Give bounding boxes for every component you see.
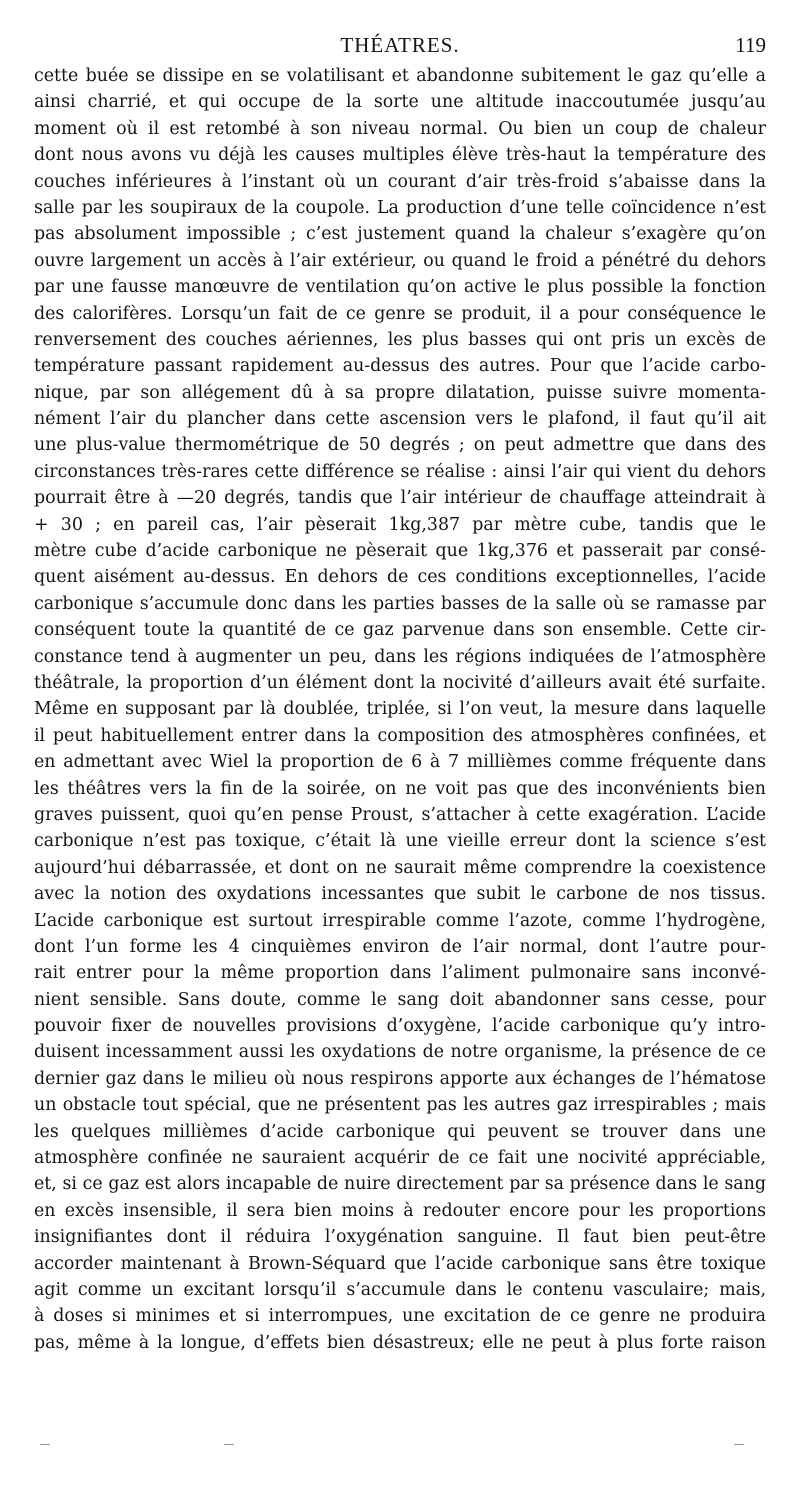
- text-line: renversement des couches aériennes, les plus basses qui ont pris un excès de: [34, 329, 766, 350]
- text-line: pas, même à la longue, d’effets bien désastreux; elle ne peut à plus forte raison: [34, 1332, 766, 1353]
- text-line: + 30 ; en pareil cas, l’air pèserait 1kg,387 par mètre cube, tandis que le: [34, 514, 766, 535]
- text-line: aujourd’hui débarrassée, et dont on ne saurait même comprendre la coexistence: [34, 857, 766, 878]
- text-line: en admettant avec Wiel la proportion de 6 à 7 millièmes comme fréquente dans: [34, 752, 766, 773]
- text-line: nique, par son allégement dû à sa propre dilatation, puisse suivre momenta-: [34, 382, 766, 403]
- text-line: et, si ce gaz est alors incapable de nuire directement par sa présence dans le sang: [34, 1174, 766, 1195]
- text-line: pas absolument impossible ; c’est justement quand la chaleur s’exagère qu’on: [34, 224, 766, 245]
- text-line: mètre cube d’acide carbonique ne pèserait que 1kg,376 et passerait par consé-: [34, 541, 766, 562]
- footer-print-marks: [34, 1440, 766, 1450]
- page-number: 119: [735, 33, 766, 57]
- text-line: nient sensible. Sans doute, comme le sang doit abandonner sans cesse, pour: [34, 989, 766, 1010]
- text-line: carbonique s’accumule donc dans les parties basses de la salle où se ramasse par: [34, 593, 766, 614]
- running-head-title: THÉATRES.: [340, 33, 460, 57]
- text-line: constance tend à augmenter un peu, dans les régions indiquées de l’atmosphère: [34, 646, 766, 667]
- text-line: graves puissent, quoi qu’en pense Proust, s’attacher à cette exagération. L’acide: [34, 804, 766, 825]
- text-line: dont l’un forme les 4 cinquièmes environ de l’air normal, dont l’autre pour-: [34, 936, 766, 957]
- text-line: salle par les soupiraux de la coupole. La production d’une telle coïncidence n’est: [34, 197, 766, 218]
- text-line: atmosphère confinée ne sauraient acquérir de ce fait une nocivité appréciable,: [34, 1148, 766, 1169]
- print-mark: [40, 1444, 50, 1445]
- text-line: insignifiantes dont il réduira l’oxygénation sanguine. Il faut bien peut-être: [34, 1227, 766, 1248]
- text-line: dernier gaz dans le milieu où nous respirons apporte aux échanges de l’hématose: [34, 1068, 766, 1089]
- text-line: L’acide carbonique est surtout irrespirable comme l’azote, comme l’hydrogène,: [34, 910, 766, 931]
- text-line: rait entrer pour la même proportion dans l’aliment pulmonaire sans inconvé-: [34, 963, 766, 984]
- text-line: dont nous avons vu déjà les causes multiples élève très-haut la température des: [34, 145, 766, 166]
- text-line: les quelques millièmes d’acide carbonique qui peuvent se trouver dans une: [34, 1121, 766, 1142]
- text-line: circonstances très-rares cette différence se réalise : ainsi l’air qui vient du dehors: [34, 461, 766, 482]
- text-line: pouvoir fixer de nouvelles provisions d’oxygène, l’acide carbonique qu’y intro-: [34, 1016, 766, 1037]
- text-line: en excès insensible, il sera bien moins à redouter encore pour les proportions: [34, 1200, 766, 1221]
- text-line: ainsi charrié, et qui occupe de la sorte une altitude inaccoutumée jusqu’au: [34, 92, 766, 113]
- text-line: couches inférieures à l’instant où un courant d’air très-froid s’abaisse dans la: [34, 171, 766, 192]
- text-line: cette buée se dissipe en se volatilisant et abandonne subitement le gaz qu’elle a: [34, 66, 766, 86]
- text-line: il peut habituellement entrer dans la composition des atmosphères confinées, et: [34, 725, 766, 746]
- text-line: carbonique n’est pas toxique, c’était là une vieille erreur dont la science s’est: [34, 831, 766, 852]
- text-line: des calorifères. Lorsqu’un fait de ce genre se produit, il a pour conséquence le: [34, 303, 766, 324]
- text-line: par une fausse manœuvre de ventilation qu’on active le plus possible la fonction: [34, 277, 766, 298]
- text-line: les théâtres vers la fin de la soirée, on ne voit pas que des inconvénients bien: [34, 778, 766, 799]
- text-line: pourrait être à —20 degrés, tandis que l’air intérieur de chauffage atteindrait à: [34, 488, 766, 509]
- text-line: avec la notion des oxydations incessantes que subit le carbone de nos tissus.: [34, 884, 766, 905]
- text-line: à doses si minimes et si interrompues, une excitation de ce genre ne produira: [34, 1306, 766, 1327]
- text-line: agit comme un excitant lorsqu’il s’accumule dans le contenu vasculaire; mais,: [34, 1279, 766, 1300]
- text-line: duisent incessamment aussi les oxydations de notre organisme, la présence de ce: [34, 1042, 766, 1063]
- text-line: ouvre largement un accès à l’air extérieur, ou quand le froid a pénétré du dehors: [34, 250, 766, 271]
- text-line: théâtrale, la proportion d’un élément dont la nocivité d’ailleurs avait été surfaite.: [34, 672, 766, 693]
- text-line: accorder maintenant à Brown-Séquard que l’acide carbonique sans être toxique: [34, 1253, 766, 1274]
- text-line: conséquent toute la quantité de ce gaz parvenue dans son ensemble. Cette cir-: [34, 620, 766, 641]
- text-line: un obstacle tout spécial, que ne présentent pas les autres gaz irrespirables ; mais: [34, 1095, 766, 1116]
- text-line: quent aisément au-dessus. En dehors de ces conditions exceptionnelles, l’acide: [34, 567, 766, 588]
- text-line: moment où il est retombé à son niveau normal. Ou bien un coup de chaleur: [34, 118, 766, 139]
- text-line: nément l’air du plancher dans cette ascension vers le plafond, il faut qu’il ait: [34, 409, 766, 430]
- print-mark: [734, 1444, 744, 1445]
- text-line: Même en supposant par là doublée, triplée, si l’on veut, la mesure dans laquelle: [34, 699, 766, 720]
- text-line: température passant rapidement au-dessus des autres. Pour que l’acide carbo-: [34, 356, 766, 377]
- body-text: [34, 63, 766, 1356]
- running-head: [34, 30, 766, 60]
- print-mark: [224, 1444, 234, 1445]
- text-line: une plus-value thermométrique de 50 degrés ; on peut admettre que dans des: [34, 435, 766, 456]
